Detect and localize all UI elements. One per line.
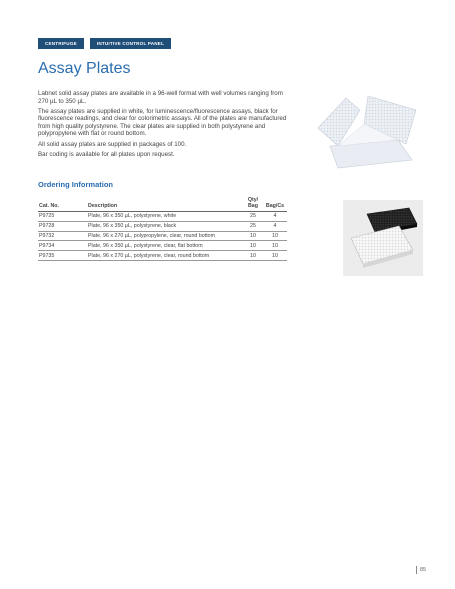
description-cell: Plate, 96 x 270 µL, polypropylene, clear, round bottom — [87, 231, 243, 241]
table-row — [38, 231, 287, 241]
bag-cs-cell: 10 — [263, 231, 287, 241]
table-row — [38, 251, 287, 261]
column-header-bag-cs: Bag/Cs — [263, 196, 287, 212]
ordering-table — [38, 196, 287, 261]
column-header-qty-bag: Qty/ Bag — [243, 196, 263, 212]
tag-intuitive-control-panel: INTUITIVE CONTROL PANEL — [90, 38, 171, 49]
black-and-white-plates-photo — [343, 200, 423, 276]
qty-bag-cell: 10 — [243, 231, 263, 241]
intro-text — [38, 90, 288, 161]
description-cell: Plate, 96 x 350 µL, polystyrene, white — [87, 212, 243, 222]
bag-cs-cell: 10 — [263, 251, 287, 261]
tag-centrifuge: CENTRIFUGE — [38, 38, 84, 49]
description-cell: Plate, 96 x 270 µL, polystyrene, clear, round bottom — [87, 251, 243, 261]
cat-no-cell: P9732 — [38, 231, 87, 241]
cat-no-cell: P9735 — [38, 251, 87, 261]
header-tags — [38, 38, 171, 49]
bag-cs-cell: 4 — [263, 221, 287, 231]
cat-no-cell: P9728 — [38, 221, 87, 231]
cat-no-cell: P9734 — [38, 241, 87, 251]
intro-paragraph: Labnet solid assay plates are available in a 96-well format with well volumes ranging from 270 µL to 350 µL. — [38, 90, 283, 105]
table-row — [38, 221, 287, 231]
column-header-cat-no: Cat. No. — [38, 196, 87, 212]
table-row — [38, 241, 287, 251]
bag-cs-cell: 4 — [263, 212, 287, 222]
intro-paragraph: Bar coding is available for all plates upon request. — [38, 150, 175, 158]
bag-cs-cell: 10 — [263, 241, 287, 251]
qty-bag-cell: 25 — [243, 221, 263, 231]
qty-bag-cell: 10 — [243, 251, 263, 261]
qty-bag-cell: 10 — [243, 241, 263, 251]
white-plates-photo — [308, 88, 423, 170]
qty-bag-cell: 25 — [243, 212, 263, 222]
description-cell: Plate, 96 x 350 µL, polystyrene, clear, flat bottom — [87, 241, 243, 251]
page-number: 85 — [416, 566, 426, 574]
description-cell: Plate, 96 x 350 µL, polystyrene, black — [87, 221, 243, 231]
ordering-information-title: Ordering Information — [38, 180, 113, 189]
intro-paragraph: The assay plates are supplied in white, for luminescence/fluorescence assays, black for fluorescence readings, and clear for colorimetric assays. All of the plates are manufactured from high quality polystyrene. The clear plates are supplied in both polystyrene and polypropylene with flat or round bottom. — [38, 107, 287, 138]
page-title: Assay Plates — [38, 60, 131, 77]
table-header-row — [38, 196, 287, 212]
table-row — [38, 212, 287, 222]
cat-no-cell: P9725 — [38, 212, 87, 222]
column-header-description: Description — [87, 196, 243, 212]
intro-paragraph: All solid assay plates are supplied in packages of 100. — [38, 140, 187, 148]
